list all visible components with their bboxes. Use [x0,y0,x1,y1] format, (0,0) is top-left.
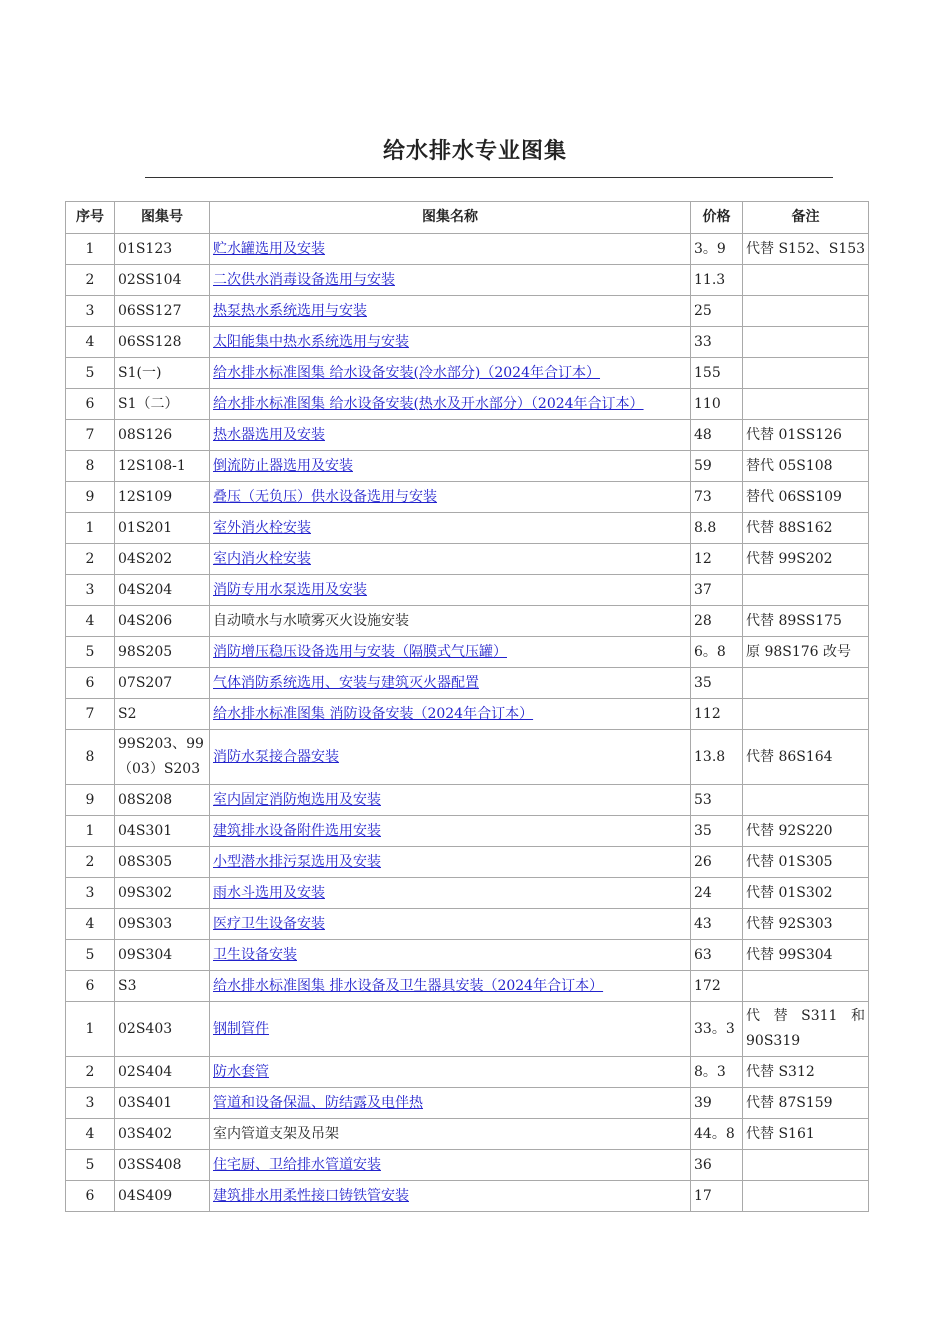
atlas-link[interactable]: 贮水罐选用及安装 [213,240,325,257]
row-name-cell [210,1057,691,1088]
row-code: 07S207 [115,668,210,699]
row-seq: 1 [66,513,115,544]
row-code: 04S206 [115,606,210,637]
row-note: 代替 86S164 [743,730,869,785]
row-name-cell [210,1150,691,1181]
row-note [743,1002,869,1057]
row-price: 33。3 [691,1002,743,1057]
row-note [743,575,869,606]
table-row [66,1119,869,1150]
row-code: 03SS408 [115,1150,210,1181]
row-name-cell [210,847,691,878]
header-code: 图集号 [115,202,210,234]
atlas-link[interactable]: 室内消火栓安装 [213,550,311,567]
row-seq: 2 [66,847,115,878]
row-note: 代替 01S302 [743,878,869,909]
row-price: 43 [691,909,743,940]
row-seq: 2 [66,1057,115,1088]
row-name-cell [210,668,691,699]
row-code: 08S305 [115,847,210,878]
atlas-link[interactable]: 倒流防止器选用及安装 [213,457,353,474]
row-seq: 4 [66,606,115,637]
row-price: 26 [691,847,743,878]
row-code: 03S402 [115,1119,210,1150]
table-row [66,785,869,816]
row-name-cell [210,482,691,513]
row-code: 03S401 [115,1088,210,1119]
table-header-row [66,202,869,234]
row-price: 155 [691,358,743,389]
row-price: 6。8 [691,637,743,668]
row-code: S1(一) [115,358,210,389]
row-name-cell [210,606,691,637]
row-name-cell [210,544,691,575]
catalog-body [66,234,869,1212]
title-divider [145,177,833,178]
row-seq: 3 [66,575,115,606]
row-code: 99S203、99（03）S203 [115,730,210,785]
row-seq: 1 [66,234,115,265]
row-note: 替代 05S108 [743,451,869,482]
row-seq: 3 [66,296,115,327]
catalog-table [65,201,869,1212]
row-note: 代替 99S202 [743,544,869,575]
row-note: 代替 S312 [743,1057,869,1088]
table-row [66,420,869,451]
row-code: 02S403 [115,1002,210,1057]
row-note [743,389,869,420]
row-price: 53 [691,785,743,816]
header-note: 备注 [743,202,869,234]
row-code: 12S108-1 [115,451,210,482]
table-row [66,544,869,575]
row-seq: 2 [66,265,115,296]
row-note: 代替 88S162 [743,513,869,544]
table-row [66,730,869,785]
row-code: 09S304 [115,940,210,971]
row-code: 04S409 [115,1181,210,1212]
atlas-link[interactable]: 消防专用水泵选用及安装 [213,581,367,598]
row-name-cell [210,420,691,451]
row-seq: 5 [66,358,115,389]
row-price: 24 [691,878,743,909]
row-note [743,358,869,389]
row-note: 代替 92S220 [743,816,869,847]
row-price: 13.8 [691,730,743,785]
atlas-link[interactable]: 卫生设备安装 [213,946,297,963]
row-code: 09S303 [115,909,210,940]
row-price: 8.8 [691,513,743,544]
row-note: 代替 89SS175 [743,606,869,637]
row-code: 02SS104 [115,265,210,296]
header-price: 价格 [691,202,743,234]
row-name-cell [210,909,691,940]
row-seq: 3 [66,1088,115,1119]
row-note [743,327,869,358]
row-note [743,971,869,1002]
row-code: 04S204 [115,575,210,606]
atlas-link[interactable]: 给水排水标准图集 给水设备安装(冷水部分)（2024年合订本） [213,364,601,381]
row-note [743,699,869,730]
row-price: 73 [691,482,743,513]
atlas-link[interactable]: 小型潜水排污泵选用及安装 [213,853,381,870]
row-note: 代替 S152、S153 [743,234,869,265]
atlas-link[interactable]: 消防水泵接合器安装 [213,748,339,765]
atlas-link[interactable]: 叠压（无负压）供水设备选用与安装 [213,488,437,505]
row-code: 01S201 [115,513,210,544]
row-seq: 4 [66,1119,115,1150]
row-code: 06SS127 [115,296,210,327]
table-row [66,816,869,847]
row-note: 代替 92S303 [743,909,869,940]
table-row [66,940,869,971]
atlas-link[interactable]: 热水器选用及安装 [213,426,325,443]
atlas-name: 自动喷水与水喷雾灭火设施安装 [213,612,409,629]
row-name-cell [210,699,691,730]
atlas-link[interactable]: 建筑排水设备附件选用安装 [213,822,381,839]
table-row [66,1002,869,1057]
table-row [66,637,869,668]
row-code: 08S208 [115,785,210,816]
atlas-link[interactable]: 医疗卫生设备安装 [213,915,325,932]
table-row [66,265,869,296]
table-row [66,699,869,730]
note-word: S311 [801,1008,838,1024]
row-price: 35 [691,668,743,699]
row-note [743,1181,869,1212]
table-row [66,847,869,878]
table-row [66,327,869,358]
row-name-cell [210,575,691,606]
row-note: 代替 01S305 [743,847,869,878]
row-price: 17 [691,1181,743,1212]
row-note [743,1150,869,1181]
row-price: 112 [691,699,743,730]
row-note: 原 98S176 改号 [743,637,869,668]
row-name-cell [210,730,691,785]
table-row [66,358,869,389]
atlas-link[interactable]: 雨水斗选用及安装 [213,884,325,901]
table-row [66,296,869,327]
row-seq: 9 [66,785,115,816]
row-seq: 8 [66,451,115,482]
atlas-link[interactable]: 室内固定消防炮选用及安装 [213,791,381,808]
row-name-cell [210,451,691,482]
note-line-2: 90S319 [746,1033,801,1049]
row-code: 98S205 [115,637,210,668]
row-price: 110 [691,389,743,420]
row-seq: 5 [66,1150,115,1181]
header-seq: 序号 [66,202,115,234]
table-row [66,878,869,909]
row-seq: 4 [66,909,115,940]
row-price: 59 [691,451,743,482]
row-note: 代替 87S159 [743,1088,869,1119]
atlas-link[interactable]: 消防增压稳压设备选用与安装（隔膜式气压罐） [213,643,507,660]
page-title: 给水排水专业图集 [382,139,567,164]
row-code: 08S126 [115,420,210,451]
table-row [66,234,869,265]
atlas-link[interactable]: 热泵热水系统选用与安装 [213,302,367,319]
row-name-cell [210,785,691,816]
row-code: 09S302 [115,878,210,909]
atlas-link[interactable]: 住宅厨、卫给排水管道安装 [213,1156,381,1173]
row-name-cell [210,296,691,327]
row-note [743,296,869,327]
note-word: 代 [746,1008,760,1024]
row-code: 02S404 [115,1057,210,1088]
atlas-link[interactable]: 给水排水标准图集 消防设备安装（2024年合订本） [213,705,534,722]
table-row [66,451,869,482]
table-row [66,668,869,699]
row-price: 11.3 [691,265,743,296]
row-note [743,785,869,816]
row-seq: 3 [66,878,115,909]
atlas-link[interactable]: 给水排水标准图集 排水设备及卫生器具安装（2024年合订本） [213,977,604,994]
row-seq: 6 [66,971,115,1002]
atlas-link[interactable]: 管道和设备保温、防结露及电伴热 [213,1094,423,1111]
row-price: 37 [691,575,743,606]
table-row [66,1150,869,1181]
atlas-link[interactable]: 钢制管件 [213,1020,269,1037]
atlas-link[interactable]: 室外消火栓安装 [213,519,311,536]
row-seq: 7 [66,699,115,730]
row-seq: 2 [66,544,115,575]
row-name-cell [210,265,691,296]
row-price: 63 [691,940,743,971]
row-price: 12 [691,544,743,575]
row-seq: 6 [66,389,115,420]
header-name: 图集名称 [210,202,691,234]
table-row [66,1088,869,1119]
row-price: 3。9 [691,234,743,265]
row-code: S2 [115,699,210,730]
row-note: 代替 01SS126 [743,420,869,451]
row-name-cell [210,234,691,265]
row-seq: 6 [66,1181,115,1212]
row-price: 8。3 [691,1057,743,1088]
row-seq: 7 [66,420,115,451]
table-row [66,1057,869,1088]
row-name-cell [210,940,691,971]
atlas-link[interactable]: 气体消防系统选用、安装与建筑灭火器配置 [213,674,479,691]
atlas-link[interactable]: 给水排水标准图集 给水设备安装(热水及开水部分）（2024年合订本） [213,395,644,412]
atlas-name: 室内管道支架及吊架 [213,1125,339,1142]
atlas-link[interactable]: 防水套管 [213,1063,269,1080]
row-name-cell [210,358,691,389]
table-row [66,389,869,420]
row-seq: 1 [66,816,115,847]
row-seq: 6 [66,668,115,699]
row-price: 39 [691,1088,743,1119]
row-name-cell [210,816,691,847]
row-code: S3 [115,971,210,1002]
row-note: 代替 99S304 [743,940,869,971]
row-name-cell [210,878,691,909]
row-code: 04S202 [115,544,210,575]
table-row [66,606,869,637]
table-row [66,513,869,544]
note-word: 和 [851,1008,865,1024]
row-name-cell [210,1088,691,1119]
row-note [743,265,869,296]
row-name-cell [210,513,691,544]
row-code: 12S109 [115,482,210,513]
row-name-cell [210,971,691,1002]
row-seq: 1 [66,1002,115,1057]
row-name-cell [210,1181,691,1212]
row-name-cell [210,1119,691,1150]
row-name-cell [210,637,691,668]
table-row [66,482,869,513]
atlas-link[interactable]: 太阳能集中热水系统选用与安装 [213,333,409,350]
row-seq: 8 [66,730,115,785]
row-name-cell [210,389,691,420]
atlas-link[interactable]: 建筑排水用柔性接口铸铁管安装 [213,1187,409,1204]
row-seq: 5 [66,637,115,668]
row-price: 28 [691,606,743,637]
row-price: 44。8 [691,1119,743,1150]
atlas-link[interactable]: 二次供水消毒设备选用与安装 [213,271,395,288]
row-seq: 4 [66,327,115,358]
row-note [743,668,869,699]
row-code: 06SS128 [115,327,210,358]
row-seq: 5 [66,940,115,971]
note-word: 替 [773,1008,788,1024]
row-price: 48 [691,420,743,451]
row-name-cell [210,327,691,358]
row-code: 01S123 [115,234,210,265]
table-row [66,971,869,1002]
row-note: 替代 06SS109 [743,482,869,513]
table-row [66,1181,869,1212]
row-seq: 9 [66,482,115,513]
row-code: S1（二） [115,389,210,420]
row-code: 04S301 [115,816,210,847]
row-price: 36 [691,1150,743,1181]
row-price: 172 [691,971,743,1002]
row-note: 代替 S161 [743,1119,869,1150]
table-row [66,909,869,940]
row-name-cell [210,1002,691,1057]
table-row [66,575,869,606]
note-line-1 [746,1004,865,1029]
row-price: 33 [691,327,743,358]
row-price: 35 [691,816,743,847]
row-price: 25 [691,296,743,327]
